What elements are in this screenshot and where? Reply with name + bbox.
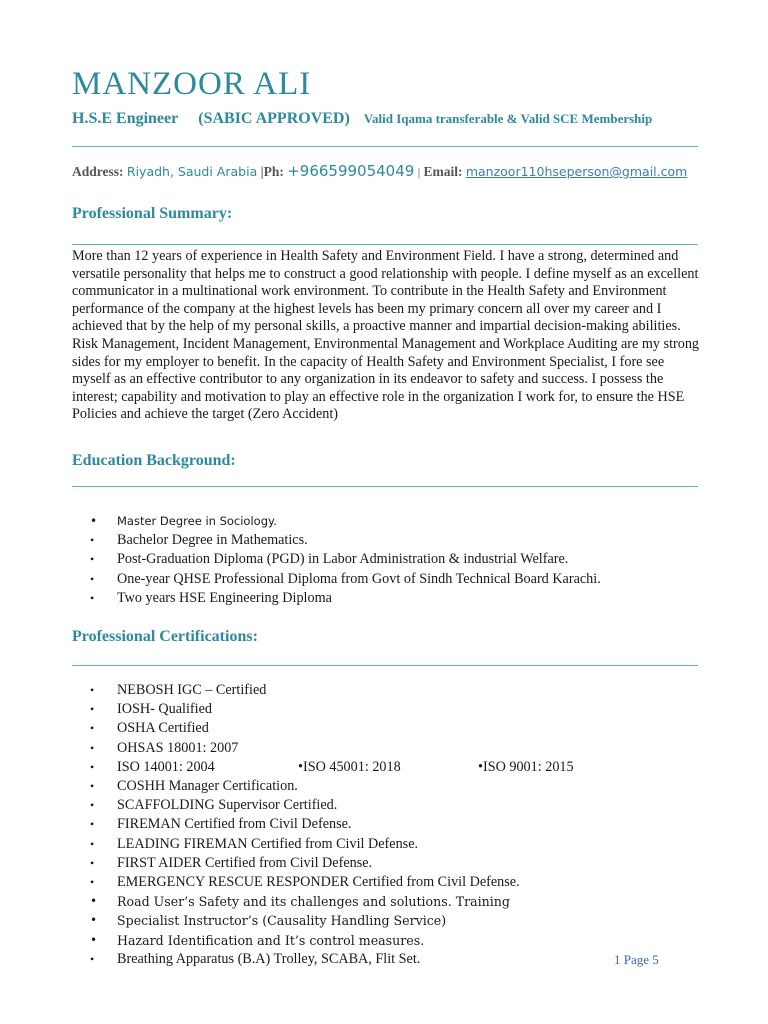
page-number: 1 Page 5 xyxy=(614,952,659,967)
list-item: • Master Degree in Sociology. xyxy=(72,512,702,531)
list-item: • OSHA Certified xyxy=(72,719,702,738)
certifications-heading: Professional Certifications: xyxy=(72,628,258,645)
list-item: • OHSAS 18001: 2007 xyxy=(72,739,702,758)
candidate-name: MANZOOR ALI xyxy=(72,66,312,102)
email-label: Email: xyxy=(423,164,463,179)
list-item: • One-year QHSE Professional Diploma from Govt of Sindh Technical Board Karachi. xyxy=(72,570,702,589)
list-item: • Two years HSE Engineering Diploma xyxy=(72,589,702,608)
list-item: • Specialist Instructor’s (Causality Handling Service) xyxy=(72,911,702,930)
summary-heading: Professional Summary: xyxy=(72,205,233,222)
list-item: • LEADING FIREMAN Certified from Civil Defense. xyxy=(72,835,702,854)
summary-divider xyxy=(72,244,698,245)
iso-14001: ISO 14001: 2004 xyxy=(117,758,215,775)
email-link[interactable]: manzoor110hseperson@gmail.com xyxy=(465,164,688,179)
list-item: • EMERGENCY RESCUE RESPONDER Certified from Civil Defense. xyxy=(72,873,702,892)
iso-45001: •ISO 45001: 2018 xyxy=(298,758,401,775)
list-item: • Post-Graduation Diploma (PGD) in Labor Administration & industrial Welfare. xyxy=(72,550,702,569)
list-item: • NEBOSH IGC – Certified xyxy=(72,681,702,700)
approval-status: (SABIC APPROVED) xyxy=(198,110,350,127)
list-item: • Hazard Identification and It’s control measures. xyxy=(72,931,702,950)
list-item: • FIRST AIDER Certified from Civil Defense. xyxy=(72,854,702,873)
contact-separator: | xyxy=(417,165,421,179)
list-item xyxy=(72,758,702,777)
phone-label: |Ph: xyxy=(260,164,284,179)
address-value: Riyadh, Saudi Arabia xyxy=(126,164,258,179)
iso-9001: •ISO 9001: 2015 xyxy=(478,758,574,775)
certifications-list xyxy=(72,681,702,969)
summary-text: More than 12 years of experience in Health Safety and Environment Field. I have a strong, determined and versatile personality that helps me to construct a good relationship with people. I define myself as an excellent communicator in a multinational work environment. To contribute in the Health Safety and Environment performance of the company at the highest levels has been my primary concern all over my career and I achieved that by the help of my personal skills, a proactive manner and impartial decision-making abilities. Risk Management, Incident Management, Environmental Management and Workplace Auditing are my strong sides for my employer to benefit. In the capacity of Health Safety and Environment Specialist, I fore see myself as an effective contributor to any organization in its endeavor to safety and success. I possess the interest; capability and motivation to play an effective role in the organization I work for, to ensure the HSE Policies and achieve the target (Zero Accident) xyxy=(72,248,700,423)
education-list xyxy=(72,512,702,608)
list-item: • IOSH- Qualified xyxy=(72,700,702,719)
list-item: • Road User’s Safety and its challenges and solutions. Training xyxy=(72,892,702,911)
phone-value: +966599054049 xyxy=(287,162,415,180)
list-item: • SCAFFOLDING Supervisor Certified. xyxy=(72,796,702,815)
certifications-divider xyxy=(72,665,698,666)
education-heading: Education Background: xyxy=(72,452,236,469)
education-divider xyxy=(72,486,698,487)
title-line xyxy=(72,110,712,128)
header-divider xyxy=(72,146,698,147)
address-label: Address: xyxy=(72,164,124,179)
list-item: • FIREMAN Certified from Civil Defense. xyxy=(72,815,702,834)
iqama-status: Valid Iqama transferable & Valid SCE Membership xyxy=(363,111,653,126)
list-item: • COSHH Manager Certification. xyxy=(72,777,702,796)
list-item: • Breathing Apparatus (B.A) Trolley, SCABA, Flit Set. xyxy=(72,950,702,969)
list-item: • Bachelor Degree in Mathematics. xyxy=(72,531,702,550)
contact-line xyxy=(72,162,712,180)
job-role: H.S.E Engineer xyxy=(72,110,179,127)
